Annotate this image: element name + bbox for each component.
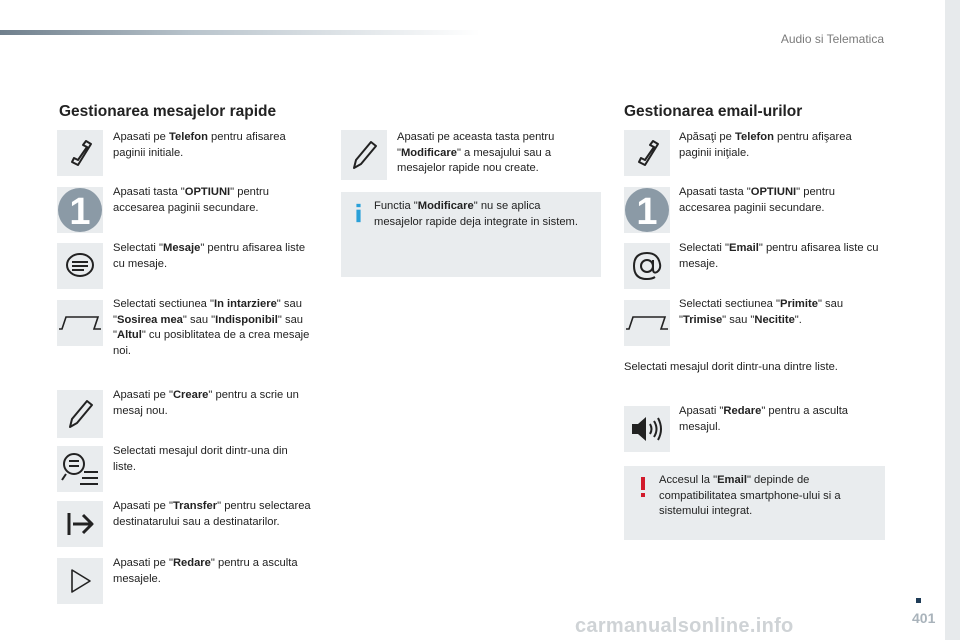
info-note-text: Functia "Modificare" nu se aplica mesajelor rapide deja integrate in sistem. <box>374 200 578 228</box>
transfer-icon <box>57 501 103 547</box>
right-item-3: Selectati "Email" pentru afisarea liste cu mesaje. <box>679 242 879 270</box>
header-rule <box>0 30 480 35</box>
warning-note-text: Accesul la "Email" depinde de compatibilitatea smartphone-ului si a sistemului integrat. <box>659 474 841 517</box>
watermark: carmanualsonline.info <box>575 615 794 637</box>
info-note <box>341 192 601 277</box>
pencil-icon <box>341 130 387 180</box>
number-one-icon <box>57 187 103 233</box>
select-message-icon <box>57 446 103 492</box>
phone-icon <box>624 130 670 176</box>
right-item-4: Selectati sectiunea "Primite" sau "Trimise" sau "Necitite". <box>679 298 844 326</box>
exclamation-icon <box>640 477 646 497</box>
left-item-5: Apasati pe "Creare" pentru a scrie un mesaj nou. <box>113 389 299 417</box>
page-edge-bar <box>945 0 960 640</box>
right-item-5: Apasati "Redare" pentru a asculta mesajul. <box>679 405 849 433</box>
svg-text:1: 1 <box>636 191 658 233</box>
left-item-3: Selectati "Mesaje" pentru afisarea liste cu mesaje. <box>113 242 306 270</box>
middle-item: Apasati pe aceasta tasta pentru "Modificare" a mesajului sau a mesajelor rapide nou create. <box>397 131 555 174</box>
left-section-title: Gestionarea mesajelor rapide <box>59 103 277 120</box>
speaker-icon <box>624 406 670 452</box>
section-header: Audio si Telematica <box>780 32 884 46</box>
at-sign-icon <box>624 243 670 289</box>
right-plain-text: Selectati mesajul dorit dintr-una dintre liste. <box>624 361 838 373</box>
info-icon <box>356 202 361 224</box>
right-item-1: Apăsaţi pe Telefon pentru afişarea paginii iniţiale. <box>679 131 852 159</box>
left-item-1: Apasati pe Telefon pentru afisarea paginii initiale. <box>113 131 286 159</box>
left-item-2: Apasati tasta "OPTIUNI" pentru accesarea paginii secundare. <box>113 186 269 214</box>
page-marker <box>916 598 921 603</box>
warning-note <box>624 466 885 540</box>
phone-icon <box>57 130 103 176</box>
left-item-7: Apasati pe "Transfer" pentru selectarea destinatarului sau a destinatarilor. <box>113 500 311 528</box>
svg-text:1: 1 <box>69 191 91 233</box>
number-one-icon <box>624 187 670 233</box>
right-item-2: Apasati tasta "OPTIUNI" pentru accesarea paginii secundare. <box>679 186 835 214</box>
right-section-title: Gestionarea email-urilor <box>624 103 803 120</box>
tab-icon <box>57 300 103 346</box>
left-item-8: Apasati pe "Redare" pentru a asculta mesajele. <box>113 557 298 585</box>
left-item-6: Selectati mesajul dorit dintr-una din liste. <box>113 445 288 473</box>
message-list-icon <box>57 243 103 289</box>
pencil-icon <box>57 390 103 438</box>
page-number: 401 <box>912 610 936 626</box>
tab-icon <box>624 300 670 346</box>
play-icon <box>57 558 103 604</box>
left-item-4: Selectati sectiunea "In intarziere" sau "Sosirea mea" sau "Indisponibil" sau "Altul" cu posiblitatea de a crea mesaje noi. <box>113 298 310 357</box>
